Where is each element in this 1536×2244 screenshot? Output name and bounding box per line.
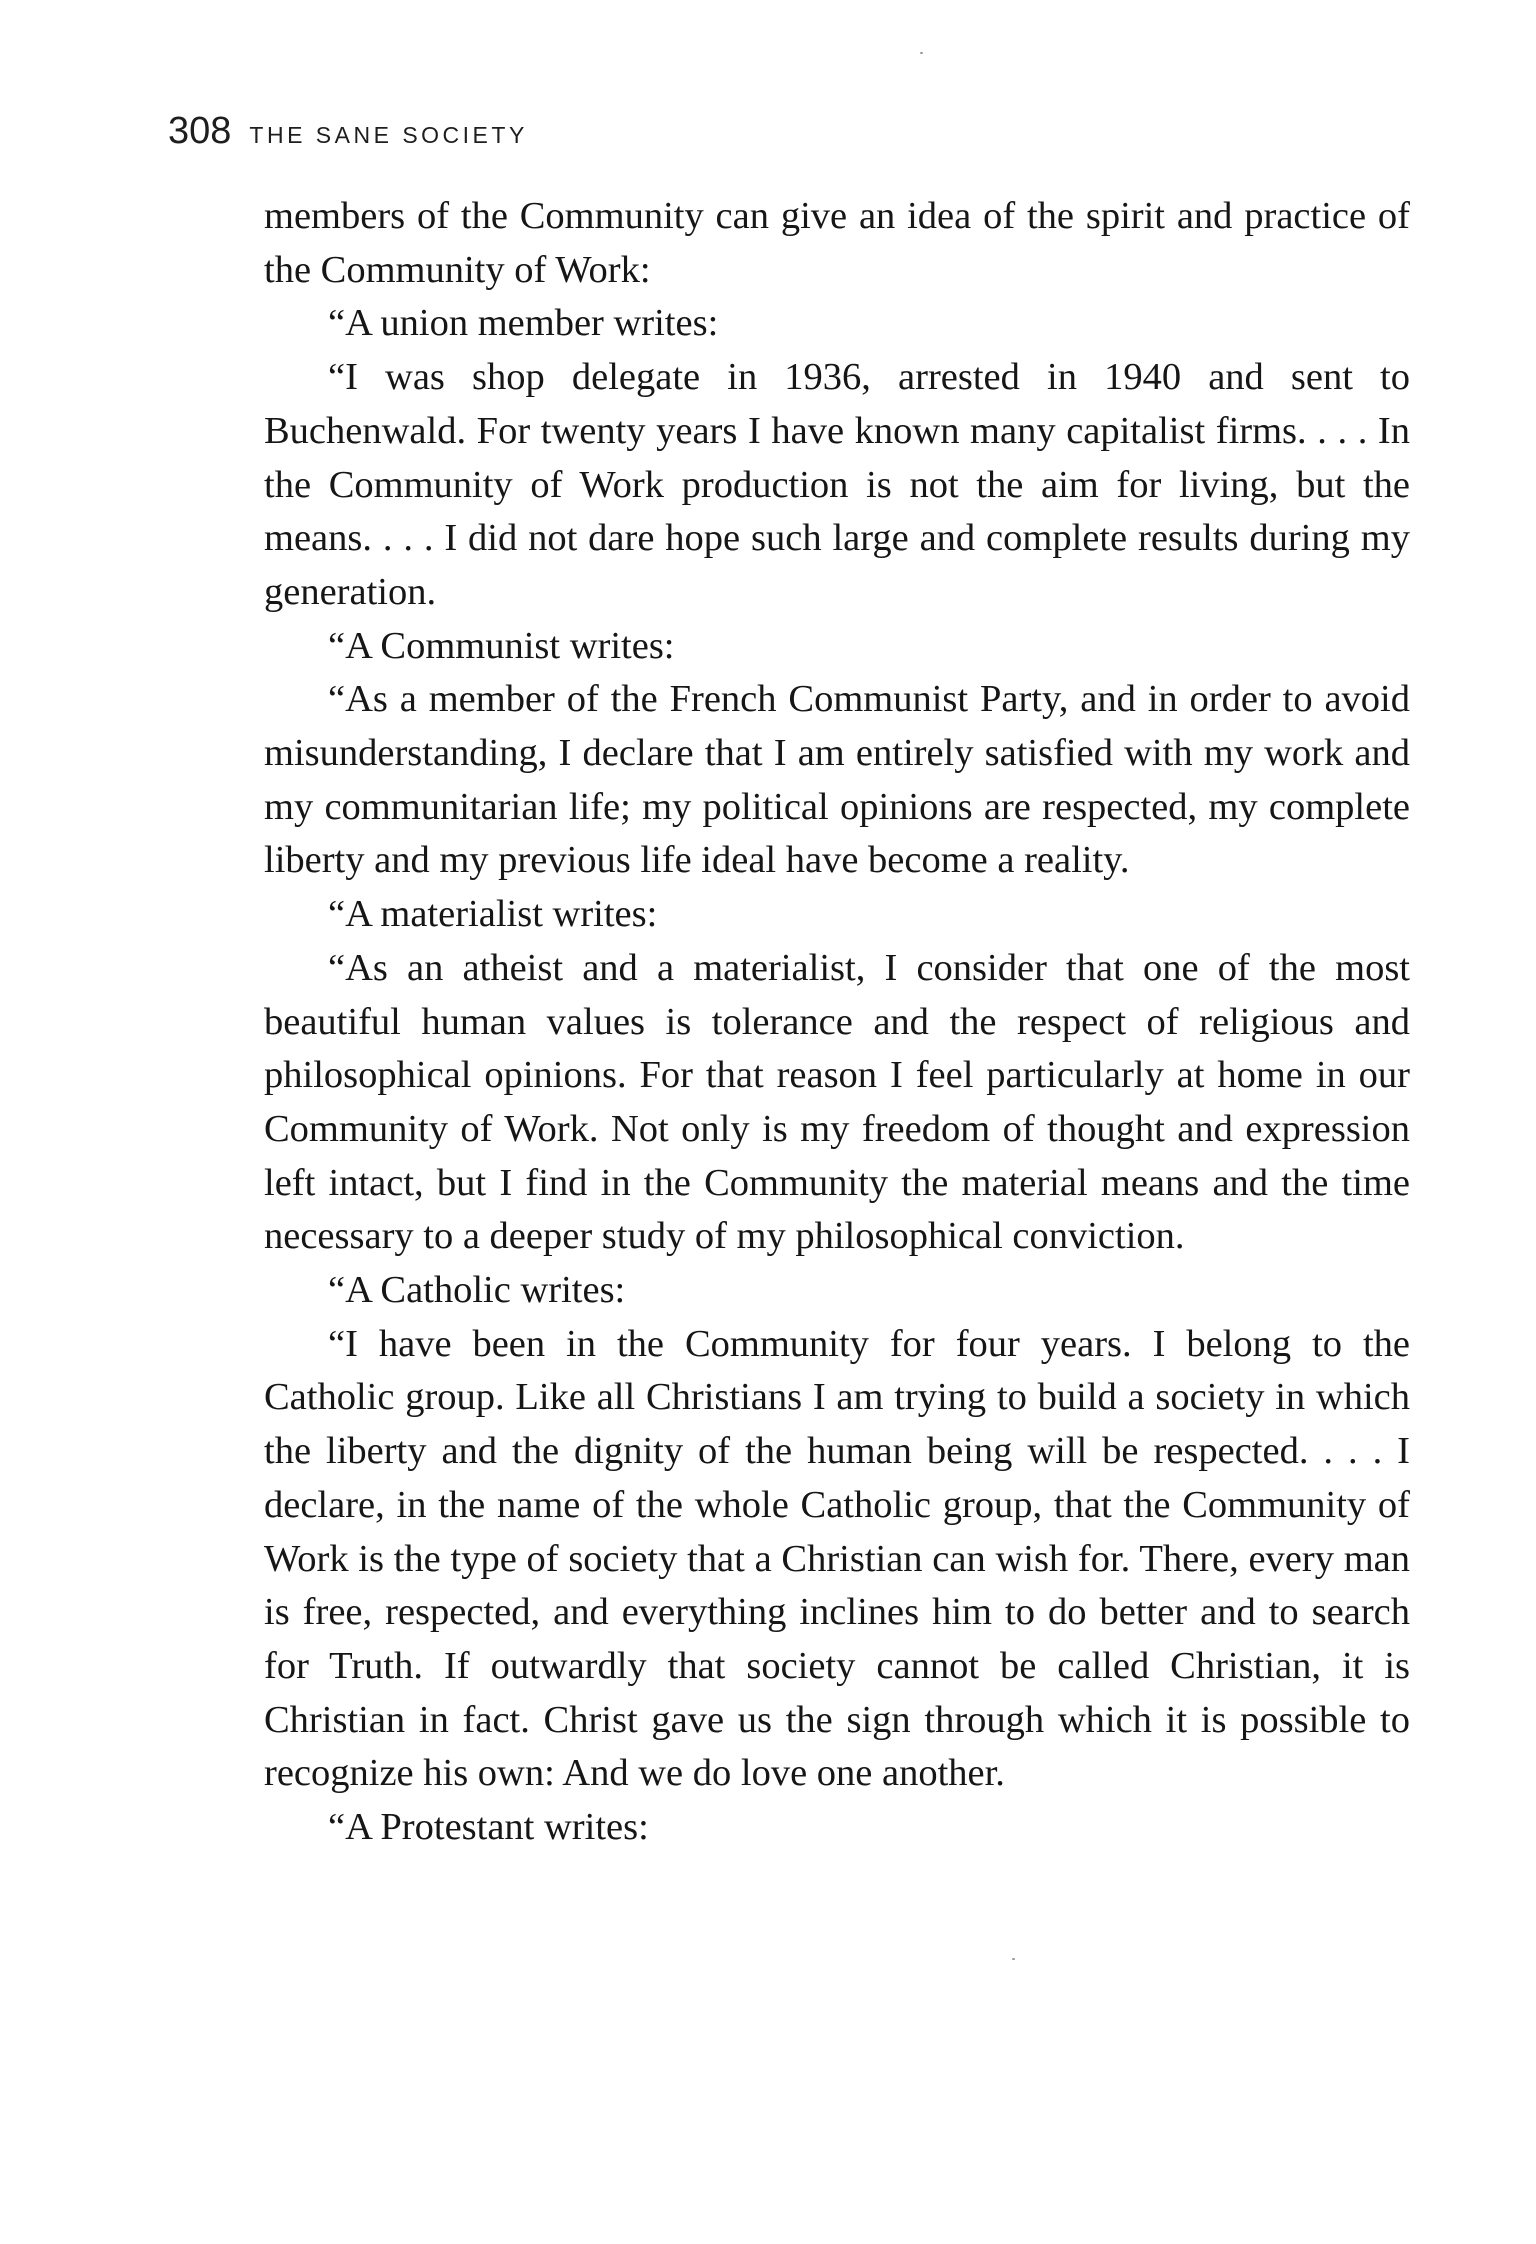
scan-speck [1012,1958,1015,1960]
paragraph-communist-quote: “As a member of the French Communist Party, and in order to avoid misunderstanding, I declare that I am entirely satisfied with my work and my communitarian life; my political opinions are respected, my complete liberty and my previous life ideal have become a reality. [264,678,1410,882]
paragraph-catholic-quote: “I have been in the Community for four years. I belong to the Catholic group. Like all Christians I am trying to build a society in which the liberty and the dignity of the human being will be respected. . . . I declare, in the name of the whole Catholic group, that the Community of Work is the type of society that a Christian can wish for. There, every man is free, respected, and everything inclines him to do better and to search for Truth. If outwardly that society cannot be called Christian, it is Christian in fact. Christ gave us the sign through which it is possible to recognize his own: And we do love one another. [264,1322,1410,1795]
paragraph-continuation: members of the Community can give an idea of the spirit and practice of the Community of Work: [264,195,1410,291]
paragraph-catholic-intro: “A Catholic writes: [328,1269,626,1312]
page-header [168,110,528,160]
paragraph-protestant-intro: “A Protestant writes: [328,1806,649,1849]
paragraph-materialist-intro: “A materialist writes: [328,893,658,936]
paragraph-union-member-intro: “A union member writes: [328,302,719,345]
paragraph-communist-intro: “A Communist writes: [328,624,675,667]
scan-speck [920,52,923,54]
paragraph-materialist-quote: “As an atheist and a materialist, I consider that one of the most beautiful human values is tolerance and the respect of religious and philosophical opinions. For that reason I feel particularly at home in our Community of Work. Not only is my freedom of thought and expression left intact, but I find in the Community the material means and the time necessary to a deeper study of my philosophical conviction. [264,946,1410,1258]
body-text [264,190,1410,1855]
page-number: 308 [168,110,232,152]
running-head: THE SANE SOCIETY [249,122,528,148]
paragraph-union-member-quote: “I was shop delegate in 1936, arrested in 1940 and sent to Buchenwald. For twenty years I have known many capitalist firms. . . . In the Community of Work production is not the aim for living, but the means. . . . I did not dare hope such large and complete results during my generation. [264,356,1410,613]
